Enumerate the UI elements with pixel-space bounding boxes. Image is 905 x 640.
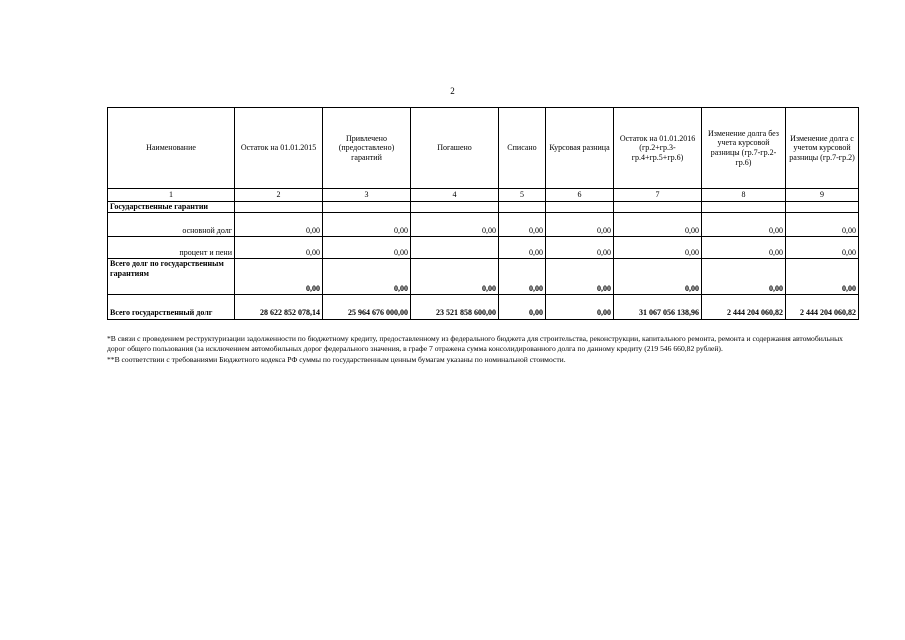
cell-value: 0,00 xyxy=(411,213,499,237)
row-name: основной долг xyxy=(108,213,235,237)
table-row xyxy=(108,259,859,295)
cell-value: 0,00 xyxy=(614,237,702,259)
section-title: Государственные гарантии xyxy=(108,202,235,213)
cell-value: 0,00 xyxy=(546,213,614,237)
cell-value: 0,00 xyxy=(499,259,546,295)
cell-value: 0,00 xyxy=(702,259,786,295)
cell-value: 0,00 xyxy=(614,213,702,237)
column-header: Изменение долга с учетом курсовой разницы (гр.7-гр.2) xyxy=(786,108,859,189)
section-row xyxy=(108,202,859,213)
cell-value: 25 964 676 000,00 xyxy=(323,295,411,320)
column-header: Списано xyxy=(499,108,546,189)
column-header: Привлечено (предоставлено) гарантий xyxy=(323,108,411,189)
cell-value: 0,00 xyxy=(323,213,411,237)
row-name: Всего государственный долг xyxy=(108,295,235,320)
column-number: 1 xyxy=(108,189,235,202)
cell-value: 0,00 xyxy=(786,213,859,237)
cell-value: 0,00 xyxy=(546,295,614,320)
cell-value: 2 444 204 060,82 xyxy=(786,295,859,320)
cell-value: 0,00 xyxy=(546,259,614,295)
footnotes xyxy=(107,334,859,365)
cell-value: 0,00 xyxy=(235,259,323,295)
footnote: **В соответствии с требованиями Бюджетного кодекса РФ суммы по государственным ценным бумагам указаны по номинальной стоимости. xyxy=(107,354,566,364)
column-number: 7 xyxy=(614,189,702,202)
cell-value: 0,00 xyxy=(614,259,702,295)
cell-value: 28 622 852 078,14 xyxy=(235,295,323,320)
cell-value xyxy=(411,237,499,259)
cell-value: 0,00 xyxy=(499,237,546,259)
row-name: Всего долг по государственным гарантиям xyxy=(108,259,235,295)
column-number: 6 xyxy=(546,189,614,202)
column-header: Изменение долга без учета курсовой разницы (гр.7-гр.2-гр.6) xyxy=(702,108,786,189)
cell-value: 23 521 858 600,00 xyxy=(411,295,499,320)
cell-value: 31 067 056 138,96 xyxy=(614,295,702,320)
column-number: 9 xyxy=(786,189,859,202)
column-header: Остаток на 01.01.2015 xyxy=(235,108,323,189)
state-debt-table xyxy=(107,107,859,320)
column-number: 2 xyxy=(235,189,323,202)
cell-value: 0,00 xyxy=(411,259,499,295)
cell-value: 0,00 xyxy=(702,213,786,237)
column-header: Наименование xyxy=(108,108,235,189)
column-number-row xyxy=(108,189,859,202)
table-row xyxy=(108,295,859,320)
column-number: 8 xyxy=(702,189,786,202)
column-header: Погашено xyxy=(411,108,499,189)
table-header-row xyxy=(108,108,859,189)
cell-value: 0,00 xyxy=(702,237,786,259)
cell-value: 0,00 xyxy=(786,237,859,259)
column-number: 3 xyxy=(323,189,411,202)
cell-value: 0,00 xyxy=(235,213,323,237)
column-number: 5 xyxy=(499,189,546,202)
cell-value: 0,00 xyxy=(499,295,546,320)
cell-value: 0,00 xyxy=(323,259,411,295)
cell-value: 0,00 xyxy=(786,259,859,295)
cell-value: 0,00 xyxy=(499,213,546,237)
footnote: *В связи с проведением реструктуризации задолженности по бюджетному кредиту, предоставленному из федерального бюджета для строительства, реконструкции, капитального ремонта, ремонта и содержания автомобильных дорог общего пользования (за исключением автомобильных дорог федерального значения, в графе 7 отражена сумма консолидированного долга по данному кредиту (219 546 660,82 рублей). xyxy=(107,334,843,354)
page-number: 2 xyxy=(450,86,455,96)
cell-value: 2 444 204 060,82 xyxy=(702,295,786,320)
cell-value: 0,00 xyxy=(323,237,411,259)
column-number: 4 xyxy=(411,189,499,202)
table-row xyxy=(108,237,859,259)
column-header: Остаток на 01.01.2016 (гр.2+гр.3-гр.4+гр.5+гр.6) xyxy=(614,108,702,189)
cell-value: 0,00 xyxy=(235,237,323,259)
table-row xyxy=(108,213,859,237)
column-header: Курсовая разница xyxy=(546,108,614,189)
row-name: процент и пени xyxy=(108,237,235,259)
cell-value: 0,00 xyxy=(546,237,614,259)
